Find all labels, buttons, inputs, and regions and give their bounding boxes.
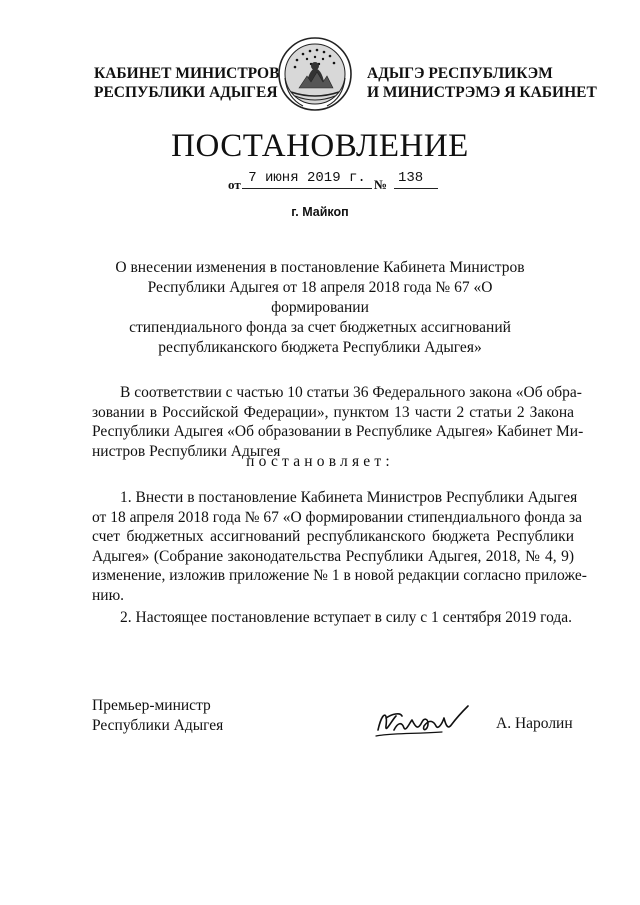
subject-line: стипендиального фонда за счет бюджетных ассигнований [129,319,511,336]
signatory-name: А. Наролин [496,715,573,732]
signatory-title-line2: Республики Адыгея [92,716,224,734]
signatory-title [92,696,223,735]
header-right-line1: АДЫГЭ РЕСПУБЛИКЭМ [367,65,553,82]
subject-line: Республики Адыгея от 18 апреля 2018 года № 67 «О формировании [147,279,493,316]
text-line: 1. Внести в постановление Кабинета Министров Республики Адыгея [120,489,578,506]
text-line: нию. [92,586,125,604]
text-line: Адыгея» (Собрание законодательства Республики Адыгея, 2018, № 4, 9) [92,547,574,565]
text-line: Республики Адыгея «Об образовании в Республике Адыгея» Кабинет Ми- [92,423,584,440]
subject-line: республиканского бюджета Республики Адыгея» [158,339,482,356]
signatory-title-line1: Премьер-министр [92,697,211,714]
decree-word: постановляет: [246,453,394,470]
header-left-line1: КАБИНЕТ МИНИСТРОВ [94,65,280,82]
header-left-line2: РЕСПУБЛИКИ АДЫГЕЯ [94,84,278,101]
number-label: № [374,177,388,192]
document-number: 138 [394,170,438,189]
document-date: 7 июня 2019 г. [242,170,372,189]
date-number-line [228,170,448,192]
subject-heading [100,258,540,358]
text-line: от 18 апреля 2018 года № 67 «О формировании стипендиального фонда за [92,508,583,526]
date-from-label: от [228,177,241,192]
subject-line: О внесении изменения в постановление Кабинета Министров [115,259,525,276]
text-line: счет бюджетных ассигнований республиканского бюджета Республики [92,528,574,545]
header-left-ru [94,64,279,102]
text-line: 2. Настоящее постановление вступает в силу с 1 сентября 2019 года. [120,609,573,626]
text-line: зовании в Российской Федерации», пунктом 13 части 2 статьи 2 Закона [92,403,574,421]
header-right-line2: И МИНИСТРЭМЭ Я КАБИНЕТ [367,84,597,101]
header-right-ady [367,64,597,102]
text-line: изменение, изложив приложение № 1 в новой редакции согласно приложе- [92,567,587,584]
city-line: г. Майкоп [291,205,349,219]
republic-adygea-coat-of-arms-icon [277,36,353,112]
preamble-paragraph [92,383,584,461]
item-2-paragraph [92,608,574,628]
item-1-paragraph [92,488,587,605]
handwritten-signature [372,700,472,744]
document-title: ПОСТАНОВЛЕНИЕ [171,128,469,164]
text-line: нистров Республики Адыгея [92,442,281,460]
text-line: В соответствии с частью 10 статьи 36 Федерального закона «Об обра- [120,384,582,401]
